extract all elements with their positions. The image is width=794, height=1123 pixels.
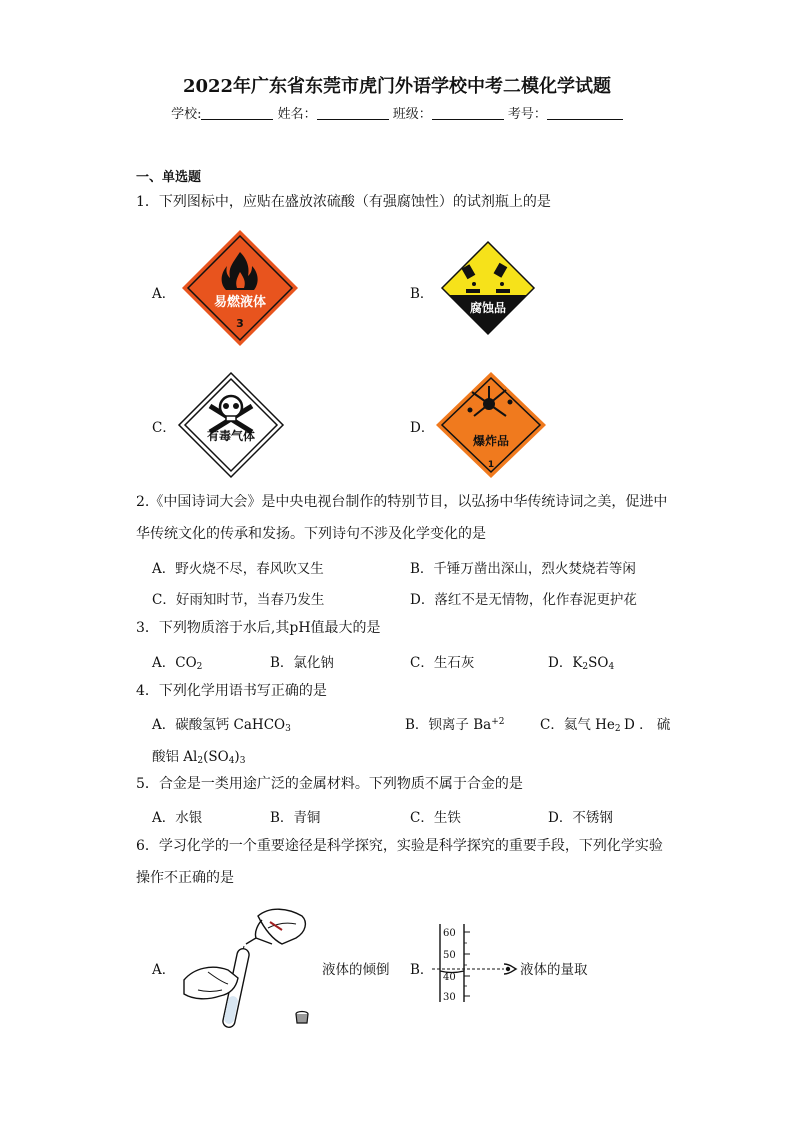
class-label: 班级： [392,107,432,122]
q4-a-text: A．碳酸氢钙 CaHCO [152,717,286,733]
question-1-stem: 1．下列图标中，应贴在盛放浓硫酸（有强腐蚀性）的试剂瓶上的是 [136,194,551,210]
question-4-stem: 4．下列化学用语书写正确的是 [136,683,327,699]
page-title: 2022年广东省东莞市虎门外语学校中考二模化学试题 [182,76,612,97]
question-3-stem: 3．下列物质溶于水后,其pH值最大的是 [136,620,381,636]
question-6-stem-line-1: 6．学习化学的一个重要途径是科学探究，实验是科学探究的重要手段，下列化学实验 [136,838,663,854]
q4-option-d-head[interactable]: D ． 硫 [624,717,671,733]
q2-option-c[interactable]: C．好雨知时节，当春乃发生 [152,592,325,608]
flammable-sign-number: 3 [236,317,244,330]
q3-d-mid: SO [588,655,609,671]
q4-d-tail-text: 酸铝 Al [152,749,198,765]
q1-option-a-label[interactable]: A． [152,286,176,302]
q4-c-sub: 2 [614,724,621,734]
corrosive-sign-text: 腐蚀品 [469,301,507,315]
explosive-sign-text: 爆炸品 [472,434,510,448]
toxic-gas-sign-icon [176,370,286,480]
q3-option-c[interactable]: C．生石灰 [410,655,475,671]
corrosive-sign-icon [440,240,536,336]
explosive-sign-icon [434,370,548,480]
q4-d-sub-3: 3 [239,756,246,766]
q4-d-sub-2: 4 [228,756,235,766]
section-heading: 一、单选题 [136,170,202,185]
toxic-sign-text: 有毒气体 [206,429,256,443]
flammable-liquid-sign-icon [180,228,300,348]
exam-no-label: 考号： [507,107,547,122]
question-6-stem-line-2: 操作不正确的是 [136,870,234,886]
bottle-stopper-icon [292,1008,312,1028]
q5-option-d[interactable]: D．不锈钢 [548,810,613,826]
cylinder-tick-60: 60 [443,928,456,939]
q5-option-b[interactable]: B．青铜 [270,810,321,826]
name-blank[interactable] [317,106,389,120]
q2-option-d[interactable]: D．落红不是无情物，化作春泥更护花 [410,592,637,608]
cylinder-tick-30: 30 [443,992,456,1003]
flammable-sign-text: 易燃液体 [213,295,267,310]
q4-b-text: B．钡离子 Ba [405,717,492,733]
q2-option-b[interactable]: B．千锤万凿出深山，烈火焚烧若等闲 [410,561,636,577]
q3-a-text: A．CO [152,655,197,671]
q5-option-c[interactable]: C．生铁 [410,810,461,826]
q4-d-end: ) [234,749,240,765]
q3-option-d[interactable] [548,651,614,672]
name-label: 姓名： [277,107,317,122]
class-blank[interactable] [432,106,504,120]
q2-option-a[interactable]: A．野火烧不尽，春风吹又生 [152,561,324,577]
question-2-stem-line-1: 2.《中国诗词大会》是中央电视台制作的特别节目，以弘扬中华传统诗词之美，促进中 [136,494,668,510]
q1-option-c-label[interactable]: C． [152,420,176,436]
cylinder-tick-40: 40 [443,972,456,983]
school-label: 学校: [171,107,202,122]
q4-option-a[interactable] [152,713,291,734]
question-5-stem: 5．合金是一类用途广泛的金属材料。下列物质不属于合金的是 [136,776,523,792]
q4-d-sub-1: 2 [197,756,204,766]
cylinder-tick-50: 50 [443,950,456,961]
q5-option-a[interactable]: A．水银 [152,810,203,826]
q3-a-sub: 2 [196,662,203,672]
student-info-line [0,103,794,122]
question-2-stem-line-2: 华传统文化的传承和发扬。下列诗句不涉及化学变化的是 [136,526,486,542]
school-blank[interactable] [201,106,273,120]
q3-d-text: D．K [548,655,583,671]
q4-option-d-tail[interactable] [152,745,245,766]
q3-option-a[interactable] [152,651,202,672]
q6-option-b-caption: 液体的量取 [520,962,588,978]
q6-option-a-caption: 液体的倾倒 [322,962,390,978]
graduated-cylinder-illustration-icon [430,922,520,1004]
q4-c-text: C．氦气 He [540,717,615,733]
q3-d-sub-1: 2 [582,662,589,672]
q4-a-sub: 3 [285,724,291,734]
explosive-sign-number: 1 [487,460,495,470]
q4-d-mid: (SO [203,749,229,765]
q4-option-b[interactable] [405,713,504,733]
exam-no-blank[interactable] [547,106,623,120]
q3-d-sub-2: 4 [608,662,615,672]
q6-option-b-label[interactable]: B． [410,962,434,978]
q3-option-b[interactable]: B．氯化钠 [270,655,334,671]
q1-option-b-label[interactable]: B． [410,286,434,302]
q4-option-c[interactable] [540,713,621,734]
q4-b-sup: +2 [491,717,505,727]
q1-option-d-label[interactable]: D． [410,420,435,436]
q6-option-a-label[interactable]: A． [152,962,176,978]
